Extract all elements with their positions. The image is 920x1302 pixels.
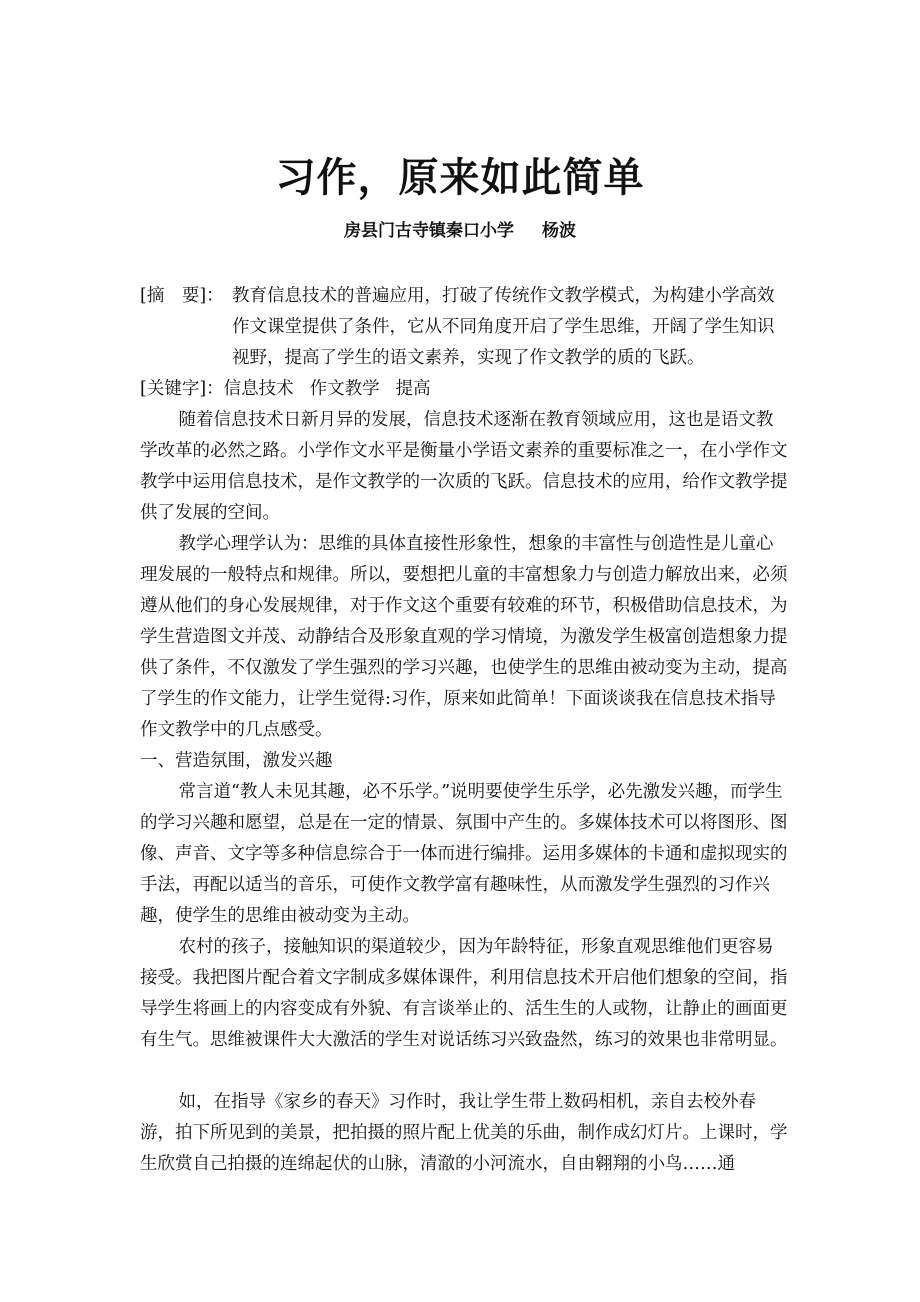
keyword-item: 信息技术 (223, 379, 294, 399)
keyword-item: 作文教学 (309, 379, 380, 399)
abstract-text: 教育信息技术的普遍应用，打破了传统作文教学模式，为构建小学高效作文课堂提供了条件，它从不同角度开启了学生思维，开阔了学生知识视野，提高了学生的语文素养，实现了作文教学的质的飞跃。 (232, 286, 775, 368)
keywords-label: [关键字]： (140, 379, 224, 399)
abstract-label: [摘 要]： (140, 286, 224, 306)
author-line (0, 218, 920, 244)
paragraph-section1-b: 农村的孩子，接触知识的渠道较少，因为年龄特征，形象直观思维他们更容易接受。我把图片配合着文字制成多媒体课件，利用信息技术开启他们想象的空间，指导学生将画上的内容变成有外貌、有言谈举止的、活生生的人或物，让静止的画面更有生气。思维被课件大大激活的学生对说话练习兴致盎然，练习的效果也非常明显。 (140, 937, 788, 1050)
paragraph-intro: 随着信息技术日新月异的发展，信息技术逐渐在教育领域应用，这也是语文教学改革的必然之路。小学作文水平是衡量小学语文素养的重要标准之一，在小学作文教学中运用信息技术，是作文教学的一次质的飞跃。信息技术的应用，给作文教学提供了发展的空间。 (140, 410, 788, 523)
section-heading-1: 一、营造氛围，激发兴趣 (140, 751, 333, 771)
abstract-block (140, 281, 790, 374)
paragraph-section1-a: 常言道“教人未见其趣，必不乐学。”说明要使学生乐学，必先激发兴趣，而学生的学习兴趣和愿望，总是在一定的情景、氛围中产生的。多媒体技术可以将图形、图像、声音、文字等多种信息综合于一体而进行编排。运用多媒体的卡通和虚拟现实的手法，再配以适当的音乐，可使作文教学富有趣味性，从而激发学生强烈的习作兴趣，使学生的思维由被动变为主动。 (140, 782, 788, 926)
author-name: 杨波 (542, 221, 576, 241)
keywords-line (140, 374, 790, 405)
document-title: 习作，原来如此简单 (275, 155, 645, 201)
paragraph-psychology: 教学心理学认为：思维的具体直接性形象性，想象的丰富性与创造性是儿童心理发展的一般特点和规律。所以，要想把儿童的丰富想象力与创造力解放出来，必须遵从他们的身心发展规律，对于作文这个重要有较难的环节，积极借助信息技术，为学生营造图文并茂、动静结合及形象直观的学习情境，为激发学生极富创造想象力提供了条件，不仅激发了学生强烈的学习兴趣，也使学生的思维由被动变为主动，提高了学生的作文能力，让学生觉得:习作，原来如此简单！下面谈谈我在信息技术指导作文教学中的几点感受。 (140, 534, 788, 740)
keyword-item: 提高 (395, 379, 431, 399)
paragraph-section1-c: 如，在指导《家乡的春天》习作时，我让学生带上数码相机，亲自去校外春游，拍下所见到的美景，把拍摄的照片配上优美的乐曲，制作成幻灯片。上课时，学生欣赏自己拍摄的连绵起伏的山脉，清澈的小河流水，自由翱翔的小鸟……通 (140, 1092, 788, 1174)
author-school: 房县门古寺镇秦口小学 (344, 221, 514, 241)
